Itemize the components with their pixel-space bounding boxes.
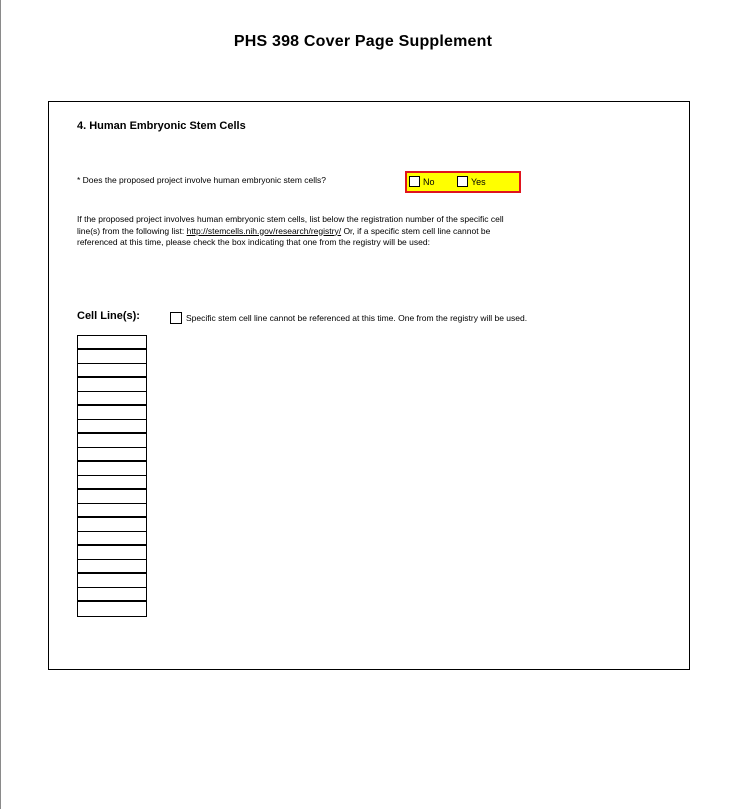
cell-line-field[interactable]	[78, 420, 146, 434]
cell-line-field[interactable]	[78, 532, 146, 546]
cell-line-field[interactable]	[78, 574, 146, 588]
option-yes[interactable]	[457, 176, 486, 187]
no-checkbox[interactable]	[409, 176, 420, 187]
cell-line-field[interactable]	[78, 462, 146, 476]
cell-line-field[interactable]	[78, 476, 146, 490]
cell-line-field[interactable]	[78, 350, 146, 364]
stem-cell-answer-group	[405, 171, 521, 193]
registry-option[interactable]	[170, 312, 527, 324]
registry-checkbox-label: Specific stem cell line cannot be referenced at this time. One from the registry will be used.	[186, 313, 528, 323]
cell-line-field[interactable]	[78, 602, 146, 616]
page-edge	[0, 0, 1, 809]
cell-line-field[interactable]	[78, 448, 146, 462]
cell-line-field[interactable]	[78, 392, 146, 406]
instructions-text	[77, 214, 517, 249]
instructions-part-2: Or, if a specific stem cell line cannot be referenced at this time, please check the box indicating that one from the registry will be used:	[77, 225, 491, 247]
cell-lines-table	[77, 335, 147, 617]
cell-line-field[interactable]	[78, 546, 146, 560]
form-section-box	[48, 101, 690, 670]
cell-line-field[interactable]	[78, 406, 146, 420]
cell-line-field[interactable]	[78, 588, 146, 602]
section-heading: 4. Human Embryonic Stem Cells	[77, 120, 246, 132]
yes-label: Yes	[471, 176, 486, 187]
cell-line-field[interactable]	[78, 560, 146, 574]
cell-line-field[interactable]	[78, 336, 146, 350]
registry-link[interactable]: http://stemcells.nih.gov/research/registry/	[186, 225, 342, 236]
cell-line-field[interactable]	[78, 378, 146, 392]
no-label: No	[423, 176, 435, 187]
option-no[interactable]	[409, 176, 435, 187]
cell-line-field[interactable]	[78, 490, 146, 504]
cell-line-field[interactable]	[78, 434, 146, 448]
page-title: PHS 398 Cover Page Supplement	[233, 33, 493, 50]
stem-cell-question: * Does the proposed project involve human embryonic stem cells?	[77, 175, 326, 185]
cell-line-field[interactable]	[78, 364, 146, 378]
cell-line-field[interactable]	[78, 518, 146, 532]
cell-lines-label: Cell Line(s):	[77, 310, 140, 322]
cell-line-field[interactable]	[78, 504, 146, 518]
instructions-part-1: If the proposed project involves human embryonic stem cells, list below the registration number of the specific cell line(s) from the following list:	[77, 214, 504, 236]
yes-checkbox[interactable]	[457, 176, 468, 187]
registry-checkbox[interactable]	[170, 312, 182, 324]
